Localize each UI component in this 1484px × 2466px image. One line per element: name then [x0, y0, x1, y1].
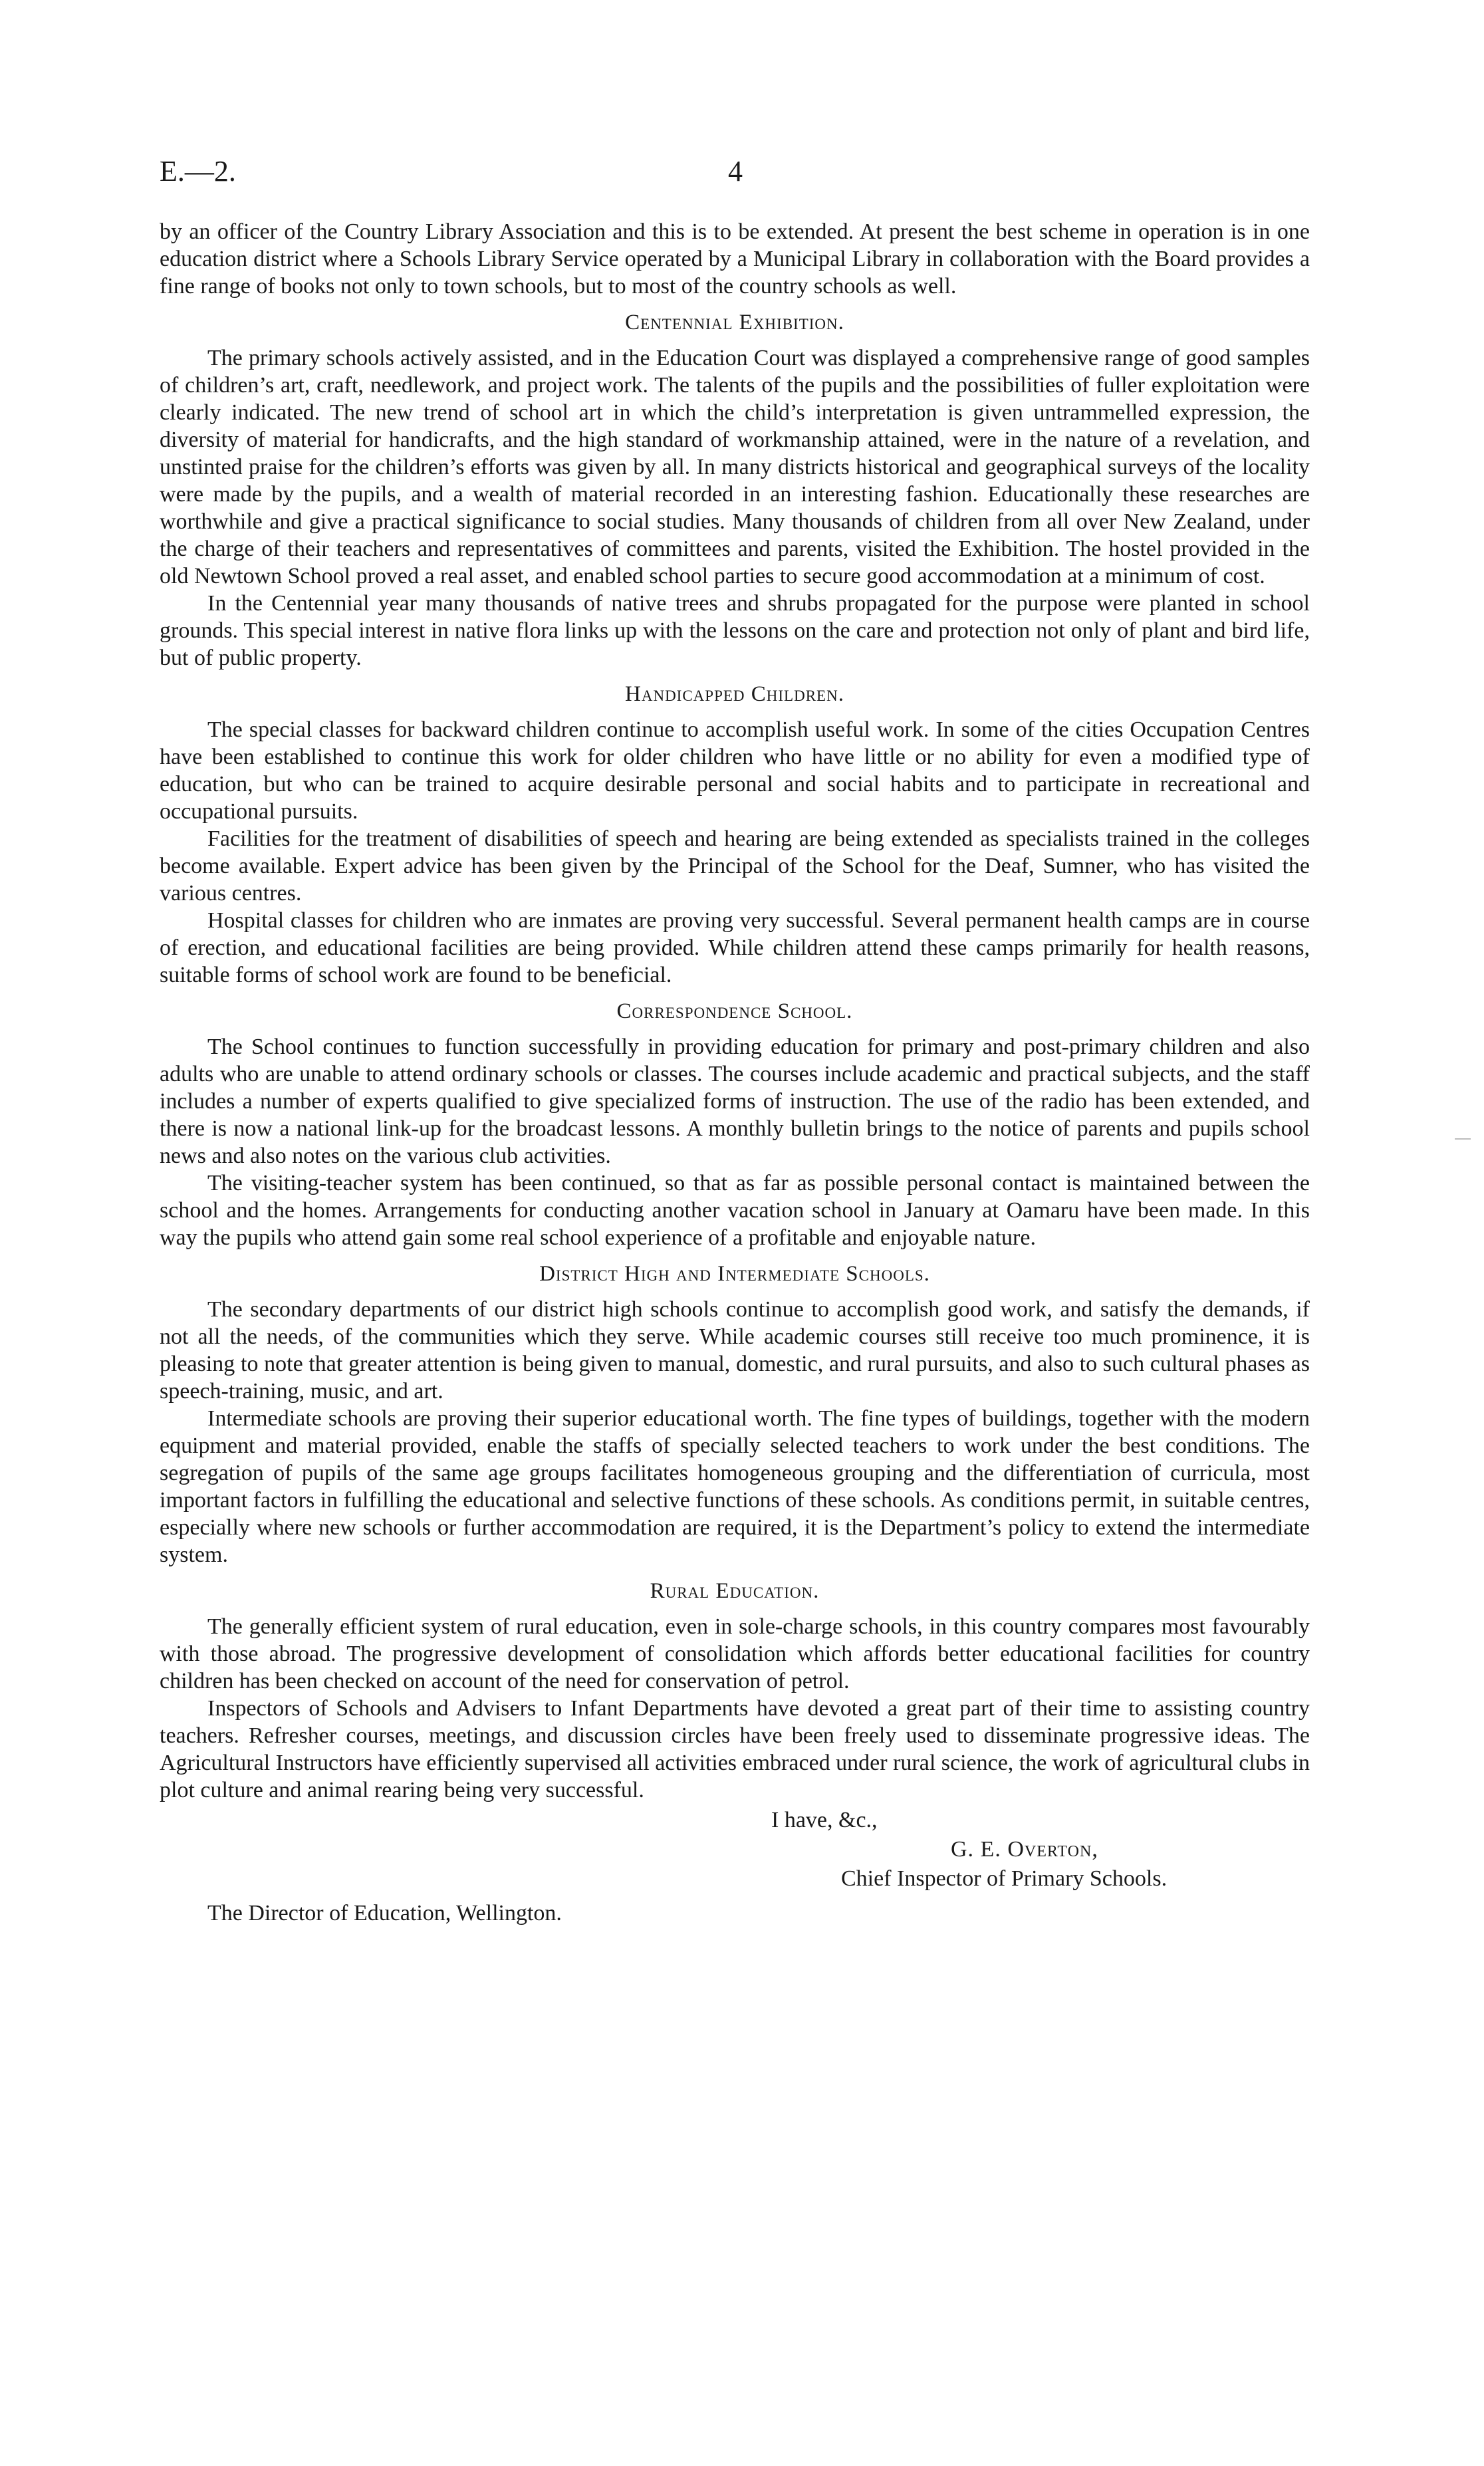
report-body — [160, 218, 1310, 1925]
body-paragraph: Intermediate schools are proving their superior educational worth. The fine types of buildings, together with the modern equipment and material provided, enable the staffs of specially selected teachers to work under the best conditions. The segregation of pupils of the same age groups facilitates homogeneous grouping and the differentiation of curricula, most important factors in fulfilling the educational and selective functions of these schools. As conditions permit, in suitable centres, especially where new schools or further accommodation are required, it is the Department’s policy to extend the intermediate system. — [160, 1406, 1310, 1567]
addressee: The Director of Education, Wellington. — [207, 1901, 562, 1925]
margin-tick-mark — [1455, 1138, 1471, 1140]
body-paragraph: In the Centennial year many thousands of native trees and shrubs propagated for the purpose were planted in school grounds. This special interest in native flora links up with the lessons on the care and protection not only of plant and bird life, but of public property. — [160, 591, 1310, 670]
section-handicapped-children — [160, 681, 1310, 989]
body-paragraph: Hospital classes for children who are inmates are proving very successful. Several permanent health camps are in course of erection, and educational facilities are being provided. While children attend these camps primarily for health reasons, suitable forms of school work are found to be beneficial. — [160, 908, 1310, 987]
signer-position: Chief Inspector of Primary Schools. — [841, 1866, 1168, 1891]
signer-name: G. E. Overton, — [951, 1837, 1098, 1862]
section-heading: Centennial Exhibition. — [625, 310, 844, 334]
section-correspondence-school — [160, 998, 1310, 1251]
body-paragraph: Facilities for the treatment of disabilities of speech and hearing are being extended as specialists trained in the colleges become available. Expert advice has been given by the Principal of the School for the Deaf, Sumner, who has visited the various centres. — [160, 826, 1310, 906]
page-header — [160, 154, 1310, 194]
report-reference: E.—2. — [160, 155, 236, 187]
body-paragraph: Inspectors of Schools and Advisers to Infant Departments have devoted a great part of their time to assisting country teachers. Refresher courses, meetings, and discussion circles have been freely used to disseminate progressive ideas. The Agricultural Instructors have efficiently supervised all activities embraced under rural science, the work of agricultural clubs in plot culture and animal rearing being very successful. — [160, 1696, 1310, 1802]
page-number: 4 — [728, 155, 743, 187]
intro-paragraph: by an officer of the Country Library Association and this is to be extended. At present the best scheme in operation is in one education district where a Schools Library Service operated by a Municipal Library in collaboration with the Board provides a fine range of books not only to town schools, but to most of the country schools as well. — [160, 219, 1310, 299]
section-heading: Correspondence School. — [616, 999, 853, 1023]
salutation: I have, &c., — [771, 1808, 878, 1832]
body-paragraph: The secondary departments of our district high schools continue to accomplish good work, and satisfy the demands, if not all the needs, of the communities which they serve. While academic courses still receive too much prominence, it is pleasing to note that greater attention is being given to manual, domestic, and rural pursuits, and also to such cultural phases as speech-training, music, and art. — [160, 1297, 1310, 1404]
section-centennial-exhibition — [160, 309, 1310, 672]
body-paragraph: The primary schools actively assisted, and in the Education Court was displayed a comprehensive range of good samples of children’s art, craft, needlework, and project work. The talents of the pupils and the possibilities of fuller exploitation were clearly indicated. The new trend of school art in which the child’s interpretation is given untrammelled expression, the diversity of material for handicrafts, and the high standard of workmanship attained, were in the nature of a revelation, and unstinted praise for the children’s efforts was given by all. In many districts historical and geographical surveys of the locality were made by the pupils, and a wealth of material recorded in an interesting fashion. Educationally these researches are worthwhile and give a practical significance to social studies. Many thousands of children from all over New Zealand, under the charge of their teachers and representatives of committees and parents, visited the Exhibition. The hostel provided in the old Newtown School proved a real asset, and enabled school parties to secure good accommodation at a minimum of cost. — [160, 346, 1310, 588]
body-paragraph: The generally efficient system of rural education, even in sole-charge schools, in this country compares most favourably with those abroad. The progressive development of consolidation which affords better educational facilities for country children has been checked on account of the need for conservation of petrol. — [160, 1614, 1310, 1693]
section-district-high-intermediate — [160, 1261, 1310, 1568]
body-paragraph: The special classes for backward children continue to accomplish useful work. In some of the cities Occupation Centres have been established to continue this work for older children who have little or no ability for even a modified type of education, but who can be trained to acquire desirable personal and social habits and to participate in recreational and occupational pursuits. — [160, 717, 1310, 824]
section-rural-education — [160, 1578, 1310, 1804]
body-paragraph: The School continues to function successfully in providing education for primary and post-primary children and also adults who are unable to attend ordinary schools or classes. The courses include academic and practical subjects, and the staff includes a number of experts qualified to give specialized forms of instruction. The use of the radio has been extended, and there is now a national link-up for the broadcast lessons. A monthly bulletin brings to the notice of parents and pupils school news and also notes on the various club activities. — [160, 1035, 1310, 1168]
body-paragraph: The visiting-teacher system has been continued, so that as far as possible personal contact is maintained between the school and the homes. Arrangements for conducting another vacation school in January at Oamaru have been made. In this way the pupils who attend gain some real school experience of a profitable and enjoyable nature. — [160, 1171, 1310, 1250]
section-heading: Rural Education. — [650, 1579, 820, 1603]
section-heading: District High and Intermediate Schools. — [539, 1262, 930, 1286]
signoff-block — [160, 1806, 1310, 1925]
section-heading: Handicapped Children. — [625, 682, 844, 706]
